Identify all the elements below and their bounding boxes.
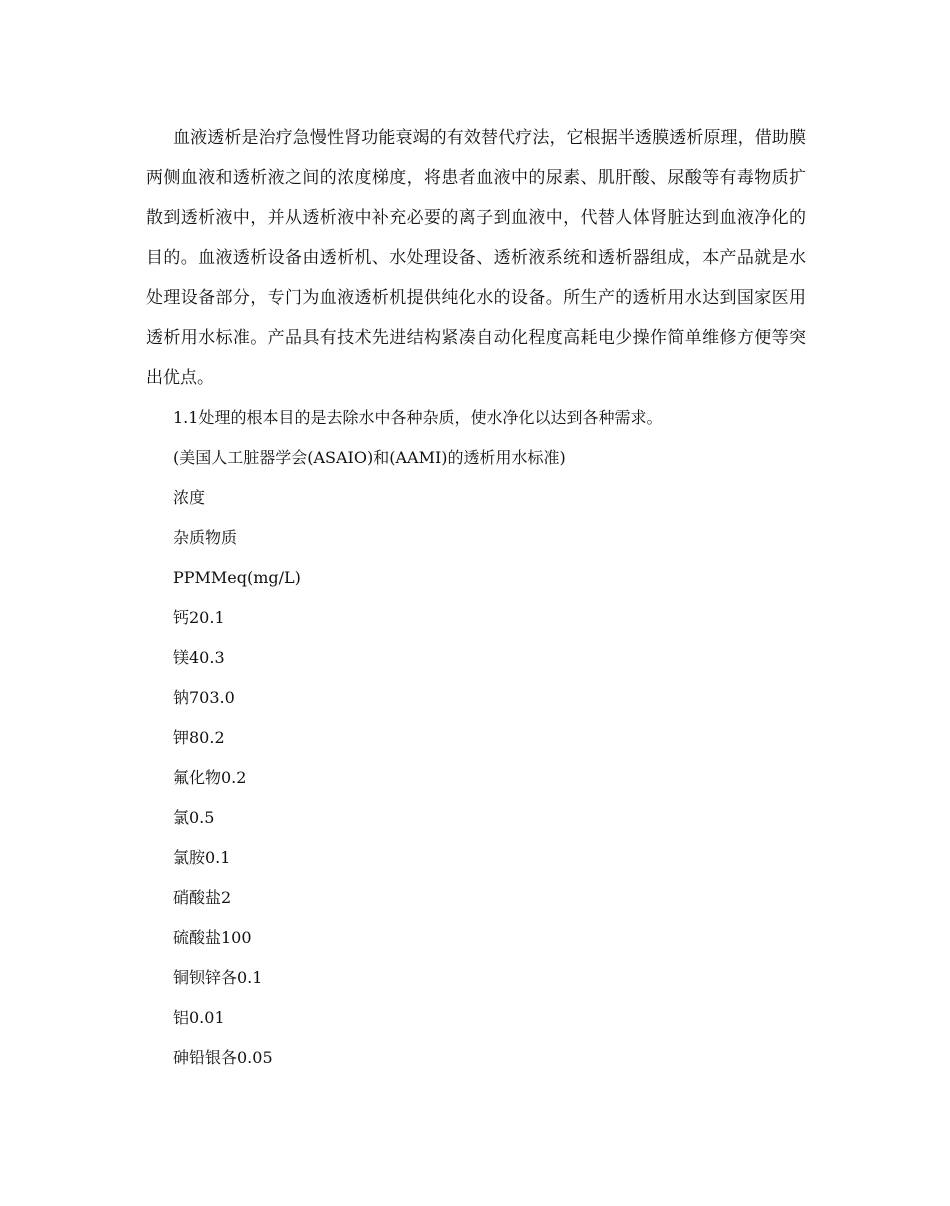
text-line-copper-barium-zinc: 铜钡锌各0.1 <box>173 968 263 987</box>
text-line-concentration: 浓度 <box>173 488 206 507</box>
text-line-sodium: 钠703.0 <box>173 688 235 707</box>
text-line-purpose: 1.1处理的根本目的是去除水中各种杂质，使水净化以达到各种需求。 <box>173 408 663 427</box>
text-line-unit: PPMMeq(mg/L) <box>173 568 301 587</box>
text-line-chlorine: 氯0.5 <box>173 808 215 827</box>
text-line-potassium: 钾80.2 <box>173 728 225 747</box>
document-lines <box>146 398 806 1078</box>
text-line-calcium: 钙20.1 <box>173 608 225 627</box>
document-content <box>146 118 806 1078</box>
text-line-nitrate: 硝酸盐2 <box>173 888 232 907</box>
text-line-magnesium: 镁40.3 <box>173 648 225 667</box>
intro-paragraph: 血液透析是治疗急慢性肾功能衰竭的有效替代疗法，它根据半透膜透析原理，借助膜两侧血液和透析液之间的浓度梯度，将患者血液中的尿素、肌肝酸、尿酸等有毒物质扩散到透析液中，并从透析液中补充必要的离子到血液中，代替人体肾脏达到血液净化的目的。血液透析设备由透析机、水处理设备、透析液系统和透析器组成，本产品就是水处理设备部分，专门为血液透析机提供纯化水的设备。所生产的透析用水达到国家医用透析用水标准。产品具有技术先进结构紧凑自动化程度高耗电少操作简单维修方便等突出优点。 <box>146 128 806 388</box>
text-line-arsenic-lead-silver: 砷铅银各0.05 <box>173 1048 273 1067</box>
text-line-impurity: 杂质物质 <box>173 528 238 547</box>
text-line-fluoride: 氟化物0.2 <box>173 768 247 787</box>
text-line-standard: (美国人工脏器学会(ASAIO)和(AAMI)的透析用水标准) <box>173 448 566 467</box>
text-line-chloramine: 氯胺0.1 <box>173 848 231 867</box>
text-line-sulfate: 硫酸盐100 <box>173 928 252 947</box>
text-line-aluminum: 铝0.01 <box>173 1008 225 1027</box>
